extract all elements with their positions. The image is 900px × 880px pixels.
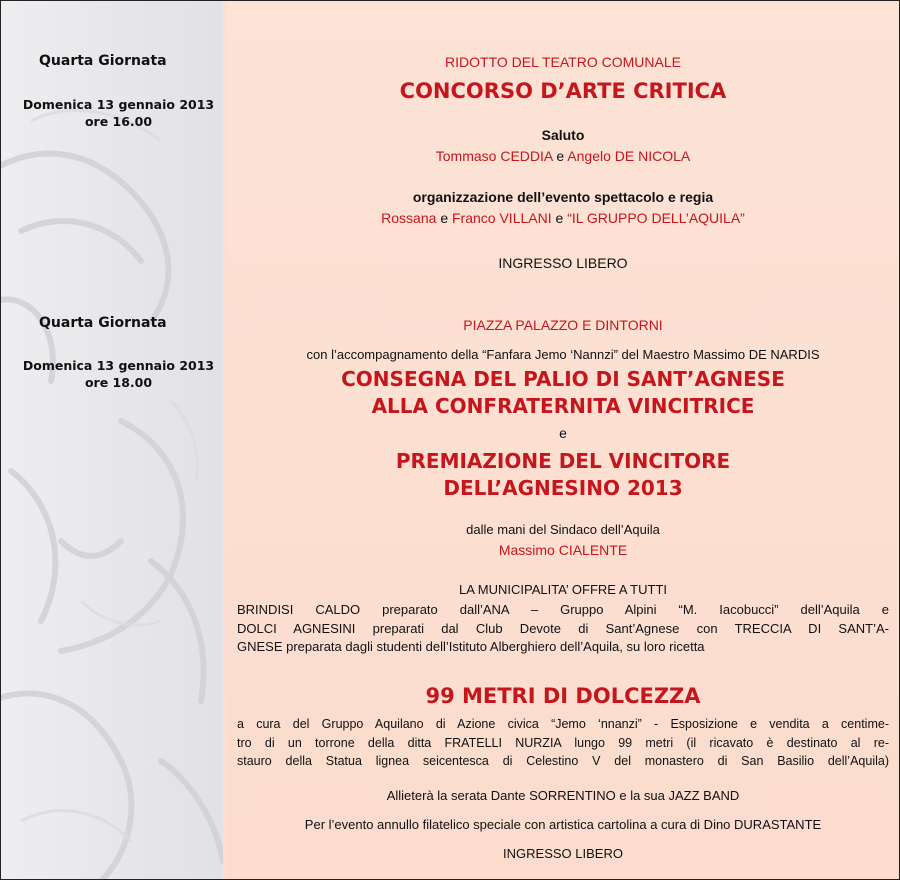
greeting-persons bbox=[227, 148, 899, 164]
schedule-column bbox=[1, 1, 223, 879]
paragraph-line: stauro della Statua lignea seicentesca di Celestino V del monastero di San Basilio dell’Aquila) bbox=[237, 754, 889, 768]
organizer-group: “IL GRUPPO DELL’AQUILA” bbox=[567, 210, 745, 226]
paragraph-line: DOLCI AGNESINI preparati dal Club Devote di Sant’Agnese con TRECCIA DI SANT’A- bbox=[237, 620, 889, 636]
paragraph-line: BRINDISI CALDO preparato dall’ANA – Gruppo Alpini “M. Iacobucci” dell’Aquila e bbox=[237, 602, 889, 617]
conjunction: e bbox=[440, 210, 449, 226]
free-entry-label: INGRESSO LIBERO bbox=[503, 846, 623, 861]
accompaniment-text: con l’accompagnamento della “Fanfara Jemo ‘Nannzi” del Maestro Massimo DE NARDIS bbox=[306, 347, 820, 362]
mayor-name: Massimo CIALENTE bbox=[498, 542, 628, 558]
offer-paragraph bbox=[237, 601, 889, 657]
venue-label: PIAZZA PALAZZO E DINTORNI bbox=[463, 317, 663, 333]
sweet-title: 99 METRI DI DOLCEZZA bbox=[425, 684, 701, 708]
event-time: ore 16.00 bbox=[84, 114, 153, 129]
organizer-name: Rossana bbox=[381, 210, 437, 226]
paragraph-line: GNESE preparata dagli studenti dell’Istituto Alberghiero dell’Aquila, su loro ricetta bbox=[237, 639, 705, 654]
sketch-background-illustration bbox=[1, 1, 223, 879]
greeting-label: Saluto bbox=[541, 127, 585, 143]
event-title-line: ALLA CONFRATERNITA VINCITRICE bbox=[371, 394, 755, 418]
person-name: Tommaso CEDDIA bbox=[435, 148, 553, 164]
paragraph-line: tro di un torrone della ditta FRATELLI NURZIA lungo 99 metri (il ricavato è destinato al re- bbox=[237, 735, 889, 750]
event-time: ore 18.00 bbox=[84, 375, 153, 390]
municipality-offer-heading: LA MUNICIPALITA’ OFFRE A TUTTI bbox=[458, 582, 668, 597]
event-title: CONCORSO D’ARTE CRITICA bbox=[399, 79, 727, 103]
organizers bbox=[227, 210, 899, 226]
venue-label: RIDOTTO DEL TEATRO COMUNALE bbox=[445, 54, 681, 70]
organizer-name: Franco VILLANI bbox=[452, 210, 552, 226]
free-entry-label: INGRESSO LIBERO bbox=[498, 255, 628, 271]
person-name: Angelo DE NICOLA bbox=[567, 148, 691, 164]
event-details-column bbox=[227, 1, 899, 879]
event-date: Domenica 13 gennaio 2013 bbox=[22, 358, 215, 373]
philatelic-text: Per l’evento annullo filatelico speciale con artistica cartolina a cura di Dino DURASTANTE bbox=[304, 817, 822, 832]
organization-label: organizzazione dell’evento spettacolo e regia bbox=[412, 189, 714, 205]
conjunction: e bbox=[555, 210, 564, 226]
conjunction: e bbox=[559, 425, 567, 441]
event-title-line: CONSEGNA DEL PALIO DI SANT’AGNESE bbox=[341, 367, 785, 391]
giornata-label: Quarta Giornata bbox=[39, 315, 167, 331]
conjunction: e bbox=[556, 148, 565, 164]
music-text: Allieterà la serata Dante SORRENTINO e la sua JAZZ BAND bbox=[386, 788, 740, 803]
event-date: Domenica 13 gennaio 2013 bbox=[22, 97, 215, 112]
from-hands-text: dalle mani del Sindaco dell’Aquila bbox=[466, 522, 660, 537]
giornata-label: Quarta Giornata bbox=[39, 53, 167, 69]
event-title-line: DELL’AGNESINO 2013 bbox=[443, 476, 683, 500]
sweet-paragraph bbox=[237, 715, 889, 771]
event-title-line: PREMIAZIONE DEL VINCITORE bbox=[395, 449, 731, 473]
paragraph-line: a cura del Gruppo Aquilano di Azione civica “Jemo ‘nnanzi” - Esposizione e vendita a centime- bbox=[237, 717, 889, 731]
